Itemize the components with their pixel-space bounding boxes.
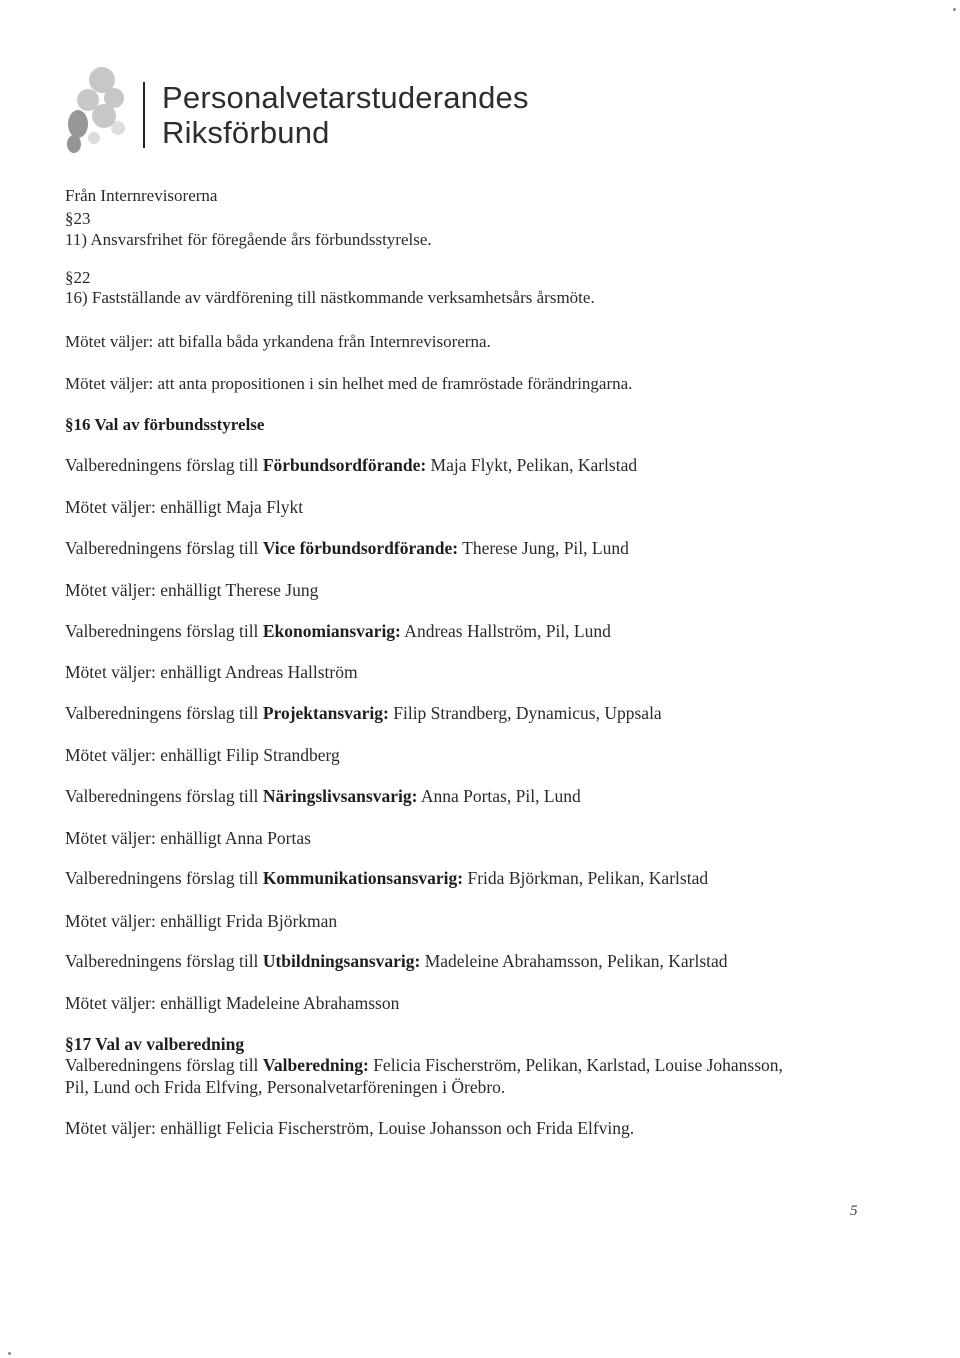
valberedning-decision: Mötet väljer: enhälligt Felicia Fischerström, Louise Johansson och Frida Elfving. bbox=[65, 1118, 635, 1138]
organization-name bbox=[162, 80, 529, 150]
page-number: 5 bbox=[850, 1203, 858, 1219]
nomination-nominee: Maja Flykt, Pelikan, Karlstad bbox=[426, 455, 638, 475]
nomination-prefix: Valberedningens förslag till bbox=[65, 538, 263, 558]
nomination-prefix: Valberedningens förslag till bbox=[65, 621, 263, 641]
nomination-nominee: Andreas Hallström, Pil, Lund bbox=[400, 621, 611, 641]
nomination-role: Näringslivsansvarig: bbox=[262, 786, 418, 806]
from-line: Från Internrevisorerna bbox=[65, 186, 218, 205]
nomination-prefix: Valberedningens förslag till bbox=[65, 868, 263, 888]
nomination-prefix: Valberedningens förslag till bbox=[65, 703, 263, 723]
section-23-marker: §23 bbox=[65, 209, 91, 228]
nomination-nominee: Therese Jung, Pil, Lund bbox=[458, 538, 629, 558]
scan-speck bbox=[953, 8, 956, 11]
nomination-prefix: Valberedningens förslag till bbox=[65, 786, 263, 806]
valberedning-nomination-line1 bbox=[65, 1055, 783, 1075]
decision-line: Mötet väljer: enhälligt Frida Björkman bbox=[65, 911, 338, 931]
nomination-nominee: Anna Portas, Pil, Lund bbox=[417, 786, 581, 806]
nomination-role: Valberedning: bbox=[262, 1055, 369, 1075]
decision-internrevisorerna: Mötet väljer: att bifalla båda yrkandena från Internrevisorerna. bbox=[65, 332, 491, 351]
nomination-role: Projektansvarig: bbox=[262, 703, 389, 723]
nomination-prefix: Valberedningens förslag till bbox=[65, 1055, 263, 1075]
nomination-line bbox=[65, 703, 662, 723]
nomination-role: Ekonomiansvarig: bbox=[262, 621, 401, 641]
nomination-role: Kommunikationsansvarig: bbox=[262, 868, 464, 888]
organization-logo-icon bbox=[58, 58, 130, 158]
decision-line: Mötet väljer: enhälligt Madeleine Abrahamsson bbox=[65, 993, 400, 1013]
nomination-nominee: Felicia Fischerström, Pelikan, Karlstad, Louise Johansson, bbox=[368, 1055, 783, 1075]
nomination-role: Vice förbundsordförande: bbox=[262, 538, 459, 558]
section-16-heading: §16 Val av förbundsstyrelse bbox=[65, 415, 265, 434]
nomination-line bbox=[65, 951, 728, 971]
decision-line: Mötet väljer: enhälligt Anna Portas bbox=[65, 828, 311, 848]
decision-line: Mötet väljer: enhälligt Filip Strandberg bbox=[65, 745, 340, 765]
item-16: 16) Fastställande av värdförening till nästkommande verksamhetsårs årsmöte. bbox=[65, 288, 595, 307]
decision-line: Mötet väljer: enhälligt Andreas Hallström bbox=[65, 662, 358, 682]
decision-line: Mötet väljer: enhälligt Therese Jung bbox=[65, 580, 319, 600]
nomination-line bbox=[65, 868, 708, 888]
nomination-role: Förbundsordförande: bbox=[262, 455, 427, 475]
valberedning-nomination-line2: Pil, Lund och Frida Elfving, Personalvetarföreningen i Örebro. bbox=[65, 1077, 506, 1097]
nomination-role: Utbildningsansvarig: bbox=[262, 951, 421, 971]
scan-speck bbox=[8, 1352, 11, 1355]
nomination-line bbox=[65, 538, 629, 558]
organization-name-line2: Riksförbund bbox=[162, 115, 330, 150]
nomination-nominee: Filip Strandberg, Dynamicus, Uppsala bbox=[388, 703, 662, 723]
item-11: 11) Ansvarsfrihet för föregående års förbundsstyrelse. bbox=[65, 230, 432, 249]
section-22-marker: §22 bbox=[65, 268, 91, 287]
nomination-prefix: Valberedningens förslag till bbox=[65, 455, 263, 475]
nomination-prefix: Valberedningens förslag till bbox=[65, 951, 263, 971]
nomination-line bbox=[65, 786, 581, 806]
section-17-heading: §17 Val av valberedning bbox=[65, 1034, 245, 1054]
organization-name-line1: Personalvetarstuderandes bbox=[162, 80, 529, 115]
header-divider bbox=[143, 82, 145, 148]
decision-proposition: Mötet väljer: att anta propositionen i sin helhet med de framröstade förändringarna. bbox=[65, 374, 633, 393]
nomination-line bbox=[65, 455, 637, 475]
nomination-line bbox=[65, 621, 611, 641]
nomination-nominee: Frida Björkman, Pelikan, Karlstad bbox=[463, 868, 709, 888]
decision-line: Mötet väljer: enhälligt Maja Flykt bbox=[65, 497, 304, 517]
nomination-nominee: Madeleine Abrahamsson, Pelikan, Karlstad bbox=[420, 951, 728, 971]
